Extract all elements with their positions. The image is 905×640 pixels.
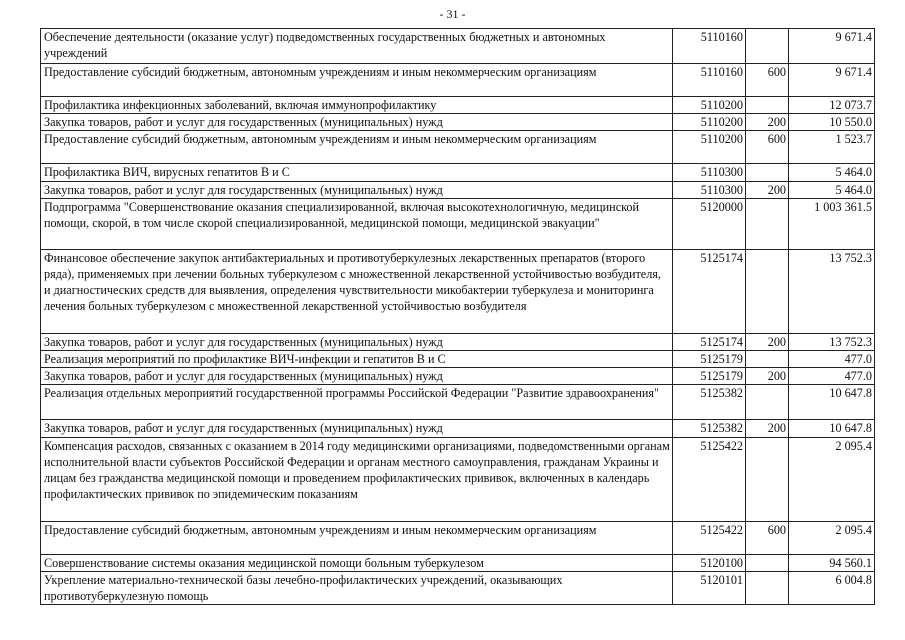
expense-type-cell xyxy=(746,437,789,521)
table-row xyxy=(41,437,875,521)
amount-cell: 2 095.4 xyxy=(789,437,875,521)
target-code-cell: 5110160 xyxy=(673,64,746,97)
table-row xyxy=(41,198,875,249)
expense-type-cell: 600 xyxy=(746,521,789,554)
expense-type-cell xyxy=(746,249,789,333)
budget-table-body xyxy=(41,29,875,605)
expense-type-cell: 200 xyxy=(746,181,789,198)
amount-cell: 477.0 xyxy=(789,351,875,368)
table-row xyxy=(41,521,875,554)
expense-name-cell: Совершенствование системы оказания медицинской помощи больным туберкулезом xyxy=(41,554,673,571)
expense-type-cell xyxy=(746,571,789,604)
table-row xyxy=(41,420,875,437)
table-row xyxy=(41,571,875,604)
table-row xyxy=(41,29,875,64)
expense-type-cell: 200 xyxy=(746,114,789,131)
target-code-cell: 5120100 xyxy=(673,554,746,571)
amount-cell: 5 464.0 xyxy=(789,164,875,181)
expense-type-cell xyxy=(746,351,789,368)
expense-name-cell: Предоставление субсидий бюджетным, автономным учреждениям и иным некоммерческим организациям xyxy=(41,521,673,554)
amount-cell: 13 752.3 xyxy=(789,333,875,350)
amount-cell: 1 523.7 xyxy=(789,131,875,164)
table-row xyxy=(41,333,875,350)
target-code-cell: 5125179 xyxy=(673,368,746,385)
amount-cell: 10 647.8 xyxy=(789,420,875,437)
expense-name-cell: Реализация мероприятий по профилактике ВИЧ-инфекции и гепатитов В и С xyxy=(41,351,673,368)
expense-type-cell xyxy=(746,554,789,571)
expense-type-cell xyxy=(746,97,789,114)
target-code-cell: 5110300 xyxy=(673,164,746,181)
expense-name-cell: Финансовое обеспечение закупок антибактериальных и противотуберкулезных лекарственных препаратов (второго ряда), применяемых при лечении больных туберкулезом с множественной лекарственной устойчивостью возбудителя, и диагностических средств для выявления, определения чувствительности микобактерии туберкулеза и мониторинга лечения больных туберкулезом с множественной лекарственной устойчивостью возбудителя xyxy=(41,249,673,333)
target-code-cell: 5125382 xyxy=(673,420,746,437)
expense-type-cell xyxy=(746,385,789,420)
expense-name-cell: Реализация отдельных мероприятий государственной программы Российской Федерации "Развитие здравоохранения" xyxy=(41,385,673,420)
amount-cell: 1 003 361.5 xyxy=(789,198,875,249)
target-code-cell: 5120000 xyxy=(673,198,746,249)
expense-name-cell: Укрепление материально-технической базы лечебно-профилактических учреждений, оказывающих противотуберкулезную помощь xyxy=(41,571,673,604)
table-row xyxy=(41,385,875,420)
expense-name-cell: Закупка товаров, работ и услуг для государственных (муниципальных) нужд xyxy=(41,368,673,385)
expense-type-cell xyxy=(746,198,789,249)
budget-table xyxy=(40,28,875,605)
expense-name-cell: Обеспечение деятельности (оказание услуг) подведомственных государственных бюджетных и автономных учреждений xyxy=(41,29,673,64)
table-row xyxy=(41,64,875,97)
amount-cell: 12 073.7 xyxy=(789,97,875,114)
expense-type-cell: 200 xyxy=(746,333,789,350)
amount-cell: 477.0 xyxy=(789,368,875,385)
table-row xyxy=(41,181,875,198)
amount-cell: 13 752.3 xyxy=(789,249,875,333)
expense-name-cell: Закупка товаров, работ и услуг для государственных (муниципальных) нужд xyxy=(41,114,673,131)
expense-type-cell xyxy=(746,164,789,181)
target-code-cell: 5110200 xyxy=(673,131,746,164)
expense-name-cell: Компенсация расходов, связанных с оказанием в 2014 году медицинскими организациями, подведомственными органам исполнительной власти субъектов Российской Федерации и органам местного самоуправления, гражданам Украины и лицам без гражданства медицинской помощи и проведением профилактических прививок, включенных в календарь профилактических прививок по эпидемическим показаниям xyxy=(41,437,673,521)
expense-name-cell: Закупка товаров, работ и услуг для государственных (муниципальных) нужд xyxy=(41,420,673,437)
amount-cell: 94 560.1 xyxy=(789,554,875,571)
expense-name-cell: Подпрограмма "Совершенствование оказания специализированной, включая высокотехнологичную, медицинской помощи, скорой, в том числе скорой специализированной, медицинской помощи, медицинской эвакуации" xyxy=(41,198,673,249)
target-code-cell: 5110200 xyxy=(673,114,746,131)
amount-cell: 10 647.8 xyxy=(789,385,875,420)
expense-type-cell: 600 xyxy=(746,131,789,164)
table-row xyxy=(41,164,875,181)
target-code-cell: 5125179 xyxy=(673,351,746,368)
expense-type-cell: 600 xyxy=(746,64,789,97)
target-code-cell: 5110300 xyxy=(673,181,746,198)
amount-cell: 5 464.0 xyxy=(789,181,875,198)
amount-cell: 2 095.4 xyxy=(789,521,875,554)
expense-type-cell: 200 xyxy=(746,420,789,437)
target-code-cell: 5125422 xyxy=(673,437,746,521)
expense-name-cell: Закупка товаров, работ и услуг для государственных (муниципальных) нужд xyxy=(41,181,673,198)
table-row xyxy=(41,554,875,571)
table-row xyxy=(41,351,875,368)
expense-name-cell: Предоставление субсидий бюджетным, автономным учреждениям и иным некоммерческим организациям xyxy=(41,131,673,164)
expense-name-cell: Предоставление субсидий бюджетным, автономным учреждениям и иным некоммерческим организациям xyxy=(41,64,673,97)
amount-cell: 9 671.4 xyxy=(789,29,875,64)
expense-name-cell: Профилактика ВИЧ, вирусных гепатитов В и С xyxy=(41,164,673,181)
table-row xyxy=(41,131,875,164)
page-number: - 31 - xyxy=(439,7,466,21)
target-code-cell: 5125174 xyxy=(673,333,746,350)
amount-cell: 6 004.8 xyxy=(789,571,875,604)
target-code-cell: 5110200 xyxy=(673,97,746,114)
target-code-cell: 5125174 xyxy=(673,249,746,333)
expense-name-cell: Закупка товаров, работ и услуг для государственных (муниципальных) нужд xyxy=(41,333,673,350)
amount-cell: 9 671.4 xyxy=(789,64,875,97)
table-row xyxy=(41,114,875,131)
target-code-cell: 5125382 xyxy=(673,385,746,420)
table-row xyxy=(41,249,875,333)
expense-type-cell: 200 xyxy=(746,368,789,385)
expense-type-cell xyxy=(746,29,789,64)
table-row xyxy=(41,368,875,385)
target-code-cell: 5125422 xyxy=(673,521,746,554)
expense-name-cell: Профилактика инфекционных заболеваний, включая иммунопрофилактику xyxy=(41,97,673,114)
target-code-cell: 5120101 xyxy=(673,571,746,604)
target-code-cell: 5110160 xyxy=(673,29,746,64)
amount-cell: 10 550.0 xyxy=(789,114,875,131)
table-row xyxy=(41,97,875,114)
